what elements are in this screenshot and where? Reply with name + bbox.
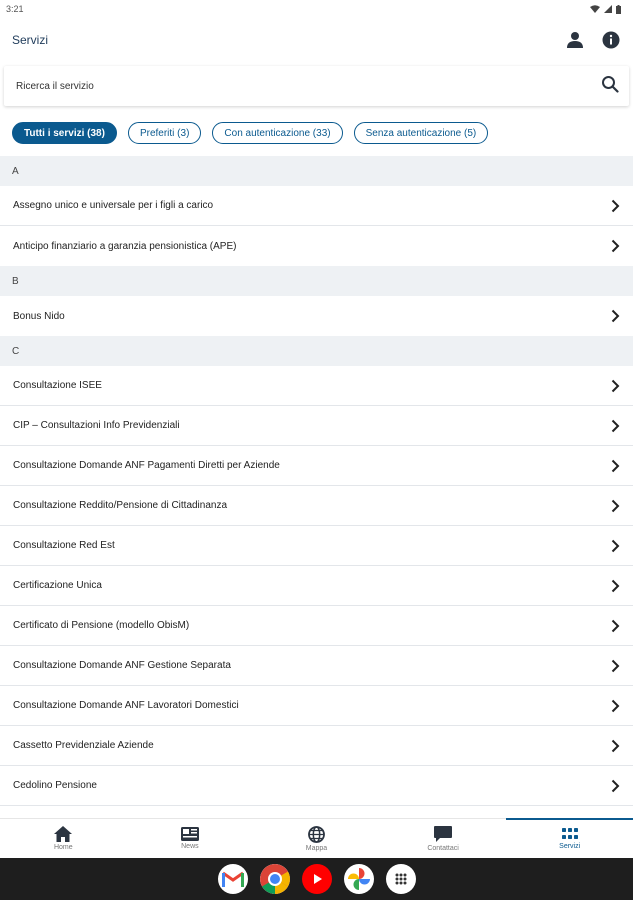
user-icon[interactable] bbox=[565, 30, 585, 50]
status-bar bbox=[0, 0, 633, 18]
app-header bbox=[0, 18, 633, 62]
list-item-label: Bonus Nido bbox=[13, 310, 65, 322]
header-actions bbox=[565, 30, 621, 50]
news-icon bbox=[181, 827, 199, 841]
chevron-right-icon bbox=[609, 779, 621, 793]
nav-label: Servizi bbox=[559, 843, 581, 850]
info-icon[interactable] bbox=[601, 30, 621, 50]
home-icon bbox=[54, 826, 72, 842]
nav-label: Home bbox=[53, 844, 73, 851]
chevron-right-icon bbox=[609, 659, 621, 673]
chevron-right-icon bbox=[609, 579, 621, 593]
status-time: 3:21 bbox=[6, 4, 24, 14]
list-item[interactable] bbox=[0, 526, 633, 566]
grid-icon bbox=[562, 827, 578, 841]
search-input[interactable] bbox=[16, 81, 576, 92]
nav-item-contact[interactable] bbox=[380, 819, 507, 858]
list-item-label: Consultazione Red Est bbox=[13, 540, 115, 551]
system-dock bbox=[0, 858, 633, 900]
youtube-icon[interactable] bbox=[302, 864, 332, 894]
nav-label: Mappa bbox=[305, 844, 328, 852]
list-item-label: Cedolino Pensione bbox=[13, 780, 97, 791]
gmail-icon[interactable] bbox=[218, 864, 248, 894]
list-item-label: Anticipo finanziario a garanzia pensionistica (APE) bbox=[13, 240, 237, 252]
filter-chip-without-auth[interactable]: Senza autenticazione (5) bbox=[354, 122, 489, 144]
chevron-right-icon bbox=[609, 739, 621, 753]
nav-item-services[interactable] bbox=[506, 819, 633, 858]
list-item-label: Consultazione ISEE bbox=[13, 380, 102, 391]
list-item[interactable] bbox=[0, 226, 633, 266]
status-icons bbox=[590, 5, 621, 14]
section-header-a: A bbox=[0, 156, 633, 186]
chevron-right-icon bbox=[609, 619, 621, 633]
section-header-c: C bbox=[0, 336, 633, 366]
chevron-right-icon bbox=[609, 309, 621, 323]
list-item-label: Certificato di Pensione (modello ObisM) bbox=[13, 620, 190, 631]
chevron-right-icon bbox=[609, 419, 621, 433]
chevron-right-icon bbox=[609, 239, 621, 253]
chrome-icon[interactable] bbox=[260, 864, 290, 894]
list-item-label: Assegno unico e universale per i figli a carico bbox=[13, 200, 214, 211]
nav-label: News bbox=[181, 843, 199, 850]
page-title: Servizi bbox=[12, 33, 49, 47]
list-item-label: Consultazione Domande ANF Gestione Separata bbox=[13, 660, 231, 671]
wifi-icon bbox=[590, 5, 600, 13]
globe-icon bbox=[308, 826, 325, 843]
chat-icon bbox=[434, 826, 452, 843]
list-item[interactable] bbox=[0, 486, 633, 526]
battery-icon bbox=[616, 5, 621, 14]
photos-icon[interactable] bbox=[344, 864, 374, 894]
filter-chip-all[interactable]: Tutti i servizi (38) bbox=[12, 122, 117, 144]
list-item[interactable] bbox=[0, 606, 633, 646]
nav-item-home[interactable] bbox=[0, 819, 127, 858]
list-item-label: Certificazione Unica bbox=[13, 580, 102, 591]
list-item[interactable] bbox=[0, 296, 633, 336]
list-item[interactable] bbox=[0, 406, 633, 446]
search-bar bbox=[4, 66, 629, 106]
chevron-right-icon bbox=[609, 459, 621, 473]
chevron-right-icon bbox=[609, 379, 621, 393]
list-item[interactable] bbox=[0, 186, 633, 226]
list-item[interactable] bbox=[0, 366, 633, 406]
chevron-right-icon bbox=[609, 699, 621, 713]
app-drawer-icon[interactable] bbox=[386, 864, 416, 894]
list-item-label: Consultazione Domande ANF Lavoratori Domestici bbox=[13, 700, 239, 711]
nav-label: Contattaci bbox=[427, 844, 459, 852]
list-item[interactable] bbox=[0, 766, 633, 806]
list-item[interactable] bbox=[0, 686, 633, 726]
nav-item-map[interactable] bbox=[253, 819, 380, 858]
section-header-b: B bbox=[0, 266, 633, 296]
chevron-right-icon bbox=[609, 199, 621, 213]
services-list bbox=[0, 156, 633, 818]
filter-chip-favorites[interactable]: Preferiti (3) bbox=[128, 122, 201, 144]
chevron-right-icon bbox=[609, 539, 621, 553]
list-item[interactable] bbox=[0, 726, 633, 766]
list-item[interactable] bbox=[0, 446, 633, 486]
list-item-label: CIP – Consultazioni Info Previdenziali bbox=[13, 420, 180, 431]
search-icon[interactable] bbox=[601, 75, 619, 98]
list-item[interactable] bbox=[0, 646, 633, 686]
signal-icon bbox=[604, 5, 612, 13]
filter-chips bbox=[12, 122, 488, 144]
list-item-label: Consultazione Domande ANF Pagamenti Diretti per Aziende bbox=[13, 460, 280, 471]
list-item[interactable] bbox=[0, 566, 633, 606]
list-item-label: Consultazione Reddito/Pensione di Cittadinanza bbox=[13, 500, 228, 511]
bottom-nav bbox=[0, 818, 633, 858]
chevron-right-icon bbox=[609, 499, 621, 513]
list-item-label: Cassetto Previdenziale Aziende bbox=[13, 740, 154, 751]
nav-item-news[interactable] bbox=[127, 819, 254, 858]
filter-chip-with-auth[interactable]: Con autenticazione (33) bbox=[212, 122, 342, 144]
